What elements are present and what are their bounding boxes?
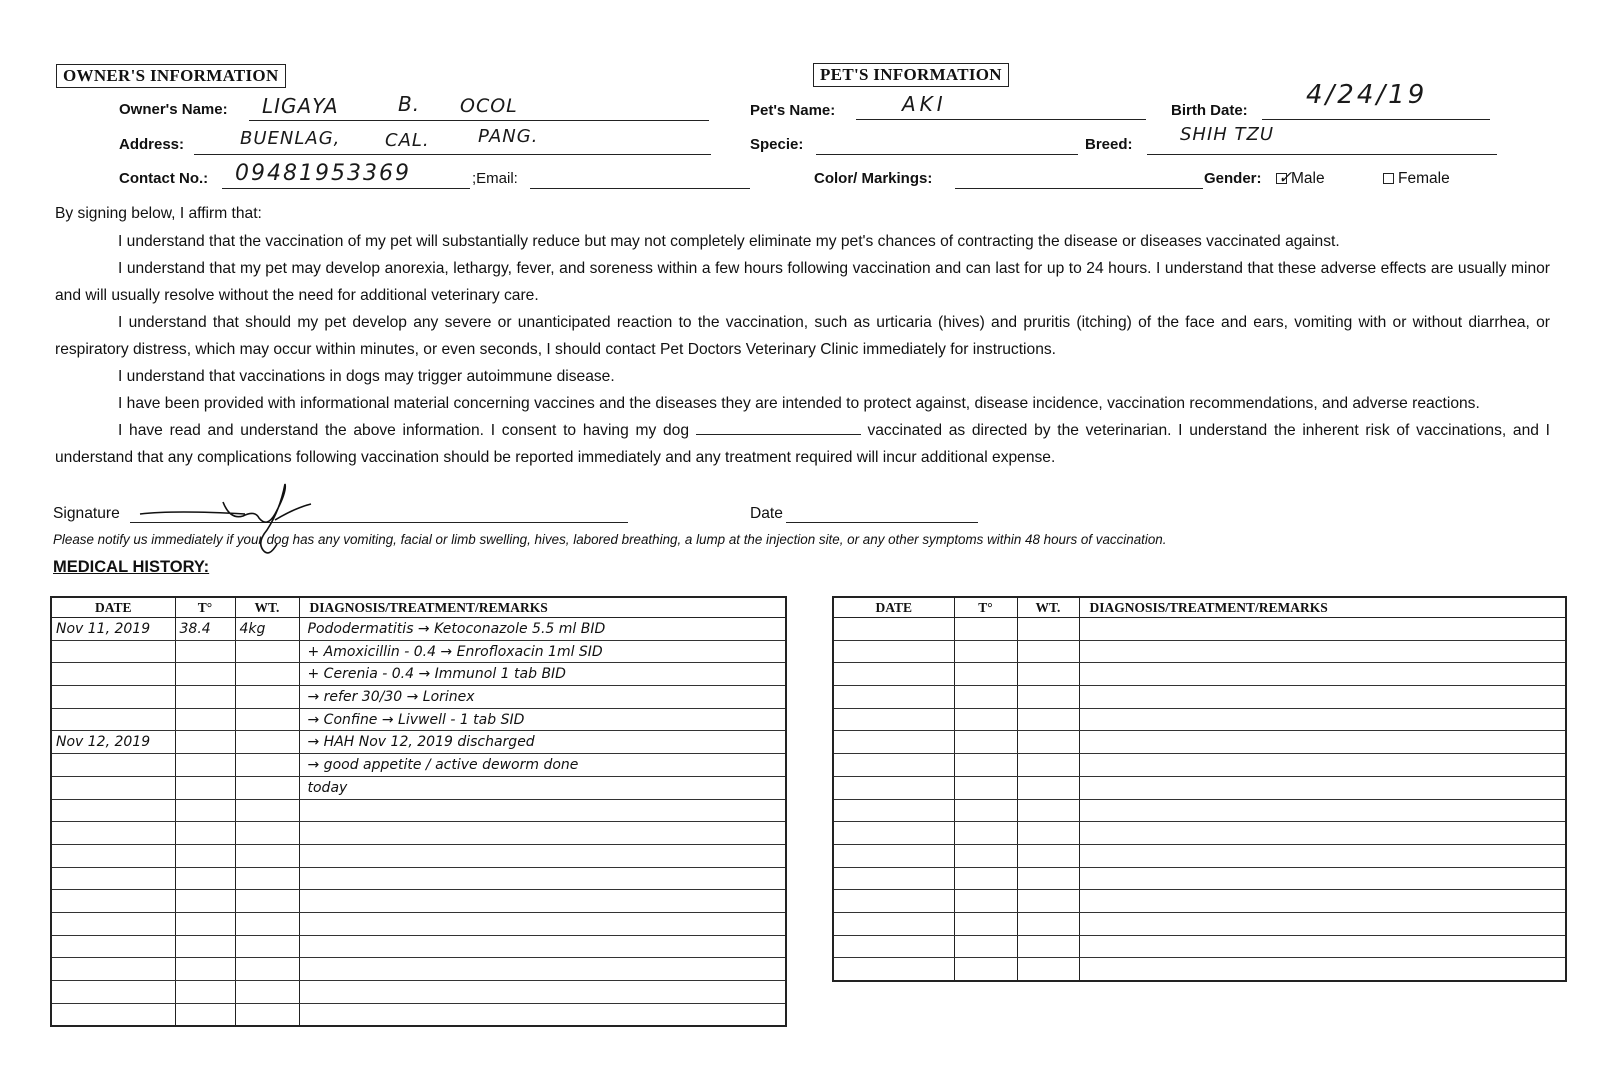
address-part1[interactable]: BUENLAG, bbox=[240, 128, 341, 149]
temp-cell[interactable] bbox=[175, 686, 235, 709]
weight-cell[interactable] bbox=[1017, 640, 1079, 663]
date-cell[interactable] bbox=[51, 686, 175, 709]
consent-paragraph-6a: I have read and understand the above information. I consent to having my dog bbox=[118, 422, 689, 439]
weight-cell[interactable] bbox=[235, 958, 299, 981]
diagnosis-cell[interactable] bbox=[1079, 776, 1566, 799]
table-row bbox=[833, 640, 1566, 663]
table-row bbox=[51, 754, 786, 777]
email-line[interactable] bbox=[530, 188, 750, 189]
contact-label: Contact No.: bbox=[119, 170, 209, 187]
temp-cell[interactable] bbox=[954, 731, 1017, 754]
weight-cell[interactable] bbox=[235, 844, 299, 867]
birth-date-line bbox=[1262, 119, 1490, 120]
date-cell[interactable]: Nov 11, 2019 bbox=[51, 618, 175, 641]
address-part2[interactable]: CAL. bbox=[385, 130, 430, 151]
table-row bbox=[51, 890, 786, 913]
date-cell[interactable] bbox=[51, 958, 175, 981]
diagnosis-cell[interactable] bbox=[299, 958, 786, 981]
table-row bbox=[51, 708, 786, 731]
weight-cell[interactable] bbox=[235, 912, 299, 935]
table-row bbox=[51, 663, 786, 686]
weight-cell[interactable] bbox=[235, 935, 299, 958]
pet-name-label: Pet's Name: bbox=[750, 102, 836, 119]
owner-first-name[interactable]: LIGAYA bbox=[262, 94, 339, 118]
temp-cell[interactable] bbox=[954, 640, 1017, 663]
date-cell[interactable] bbox=[51, 981, 175, 1004]
breed-label: Breed: bbox=[1085, 136, 1133, 153]
diagnosis-cell[interactable]: today bbox=[299, 776, 786, 799]
date-cell[interactable] bbox=[51, 708, 175, 731]
medical-history-title: MEDICAL HISTORY: bbox=[53, 558, 210, 576]
temp-cell[interactable] bbox=[954, 844, 1017, 867]
consent-intro: By signing below, I affirm that: bbox=[55, 205, 262, 222]
diagnosis-cell[interactable]: → Confine → Livwell - 1 tab SID bbox=[299, 708, 786, 731]
temp-cell[interactable] bbox=[954, 776, 1017, 799]
date-cell[interactable] bbox=[833, 708, 954, 731]
diagnosis-cell[interactable]: → HAH Nov 12, 2019 discharged bbox=[299, 731, 786, 754]
date-cell[interactable] bbox=[51, 935, 175, 958]
date-cell[interactable] bbox=[833, 844, 954, 867]
date-cell[interactable] bbox=[833, 776, 954, 799]
table-row bbox=[51, 1003, 786, 1026]
date-cell[interactable] bbox=[833, 731, 954, 754]
weight-cell[interactable] bbox=[1017, 708, 1079, 731]
temp-cell[interactable] bbox=[954, 754, 1017, 777]
diagnosis-cell[interactable]: → good appetite / active deworm done bbox=[299, 754, 786, 777]
diagnosis-cell[interactable] bbox=[1079, 731, 1566, 754]
weight-cell[interactable] bbox=[235, 981, 299, 1004]
date-cell[interactable] bbox=[833, 822, 954, 845]
temp-cell[interactable] bbox=[175, 844, 235, 867]
date-cell[interactable] bbox=[51, 912, 175, 935]
birth-date-value[interactable]: 4/24/19 bbox=[1306, 80, 1428, 110]
temp-cell[interactable] bbox=[175, 776, 235, 799]
diagnosis-cell[interactable] bbox=[299, 981, 786, 1004]
consent-paragraph-6 bbox=[55, 417, 1550, 471]
weight-cell[interactable] bbox=[1017, 958, 1079, 981]
table-row bbox=[51, 981, 786, 1004]
weight-cell[interactable] bbox=[1017, 754, 1079, 777]
date-cell[interactable] bbox=[833, 686, 954, 709]
diagnosis-cell[interactable] bbox=[1079, 686, 1566, 709]
gender-male-check-mark: ✓ bbox=[1278, 168, 1293, 187]
weight-cell[interactable] bbox=[1017, 618, 1079, 641]
date-cell[interactable] bbox=[833, 867, 954, 890]
diagnosis-cell[interactable] bbox=[1079, 867, 1566, 890]
contact-line bbox=[222, 188, 470, 189]
column-header-temp: T° bbox=[954, 597, 1017, 618]
column-header-diagnosis: DIAGNOSIS/TREATMENT/REMARKS bbox=[1079, 597, 1566, 618]
diagnosis-cell[interactable]: → refer 30/30 → Lorinex bbox=[299, 686, 786, 709]
owner-section-title: OWNER'S INFORMATION bbox=[56, 64, 286, 88]
table-header-row bbox=[833, 597, 1566, 618]
weight-cell[interactable] bbox=[1017, 799, 1079, 822]
date-cell[interactable]: Nov 12, 2019 bbox=[51, 731, 175, 754]
date-cell[interactable] bbox=[833, 799, 954, 822]
date-cell[interactable] bbox=[833, 663, 954, 686]
medical-history-table-left bbox=[50, 596, 787, 1027]
owner-name-line bbox=[249, 120, 709, 121]
temp-cell[interactable] bbox=[954, 799, 1017, 822]
temp-cell[interactable] bbox=[175, 935, 235, 958]
table-row bbox=[833, 708, 1566, 731]
weight-cell[interactable] bbox=[235, 776, 299, 799]
breed-line bbox=[1147, 154, 1497, 155]
weight-cell[interactable] bbox=[235, 686, 299, 709]
weight-cell[interactable] bbox=[1017, 686, 1079, 709]
temp-cell[interactable] bbox=[175, 1003, 235, 1026]
column-header-weight: WT. bbox=[235, 597, 299, 618]
diagnosis-cell[interactable] bbox=[1079, 640, 1566, 663]
date-line[interactable] bbox=[786, 522, 978, 523]
diagnosis-cell[interactable] bbox=[1079, 958, 1566, 981]
weight-cell[interactable] bbox=[235, 663, 299, 686]
dog-name-blank[interactable] bbox=[696, 420, 861, 435]
temp-cell[interactable] bbox=[954, 867, 1017, 890]
diagnosis-cell[interactable]: + Cerenia - 0.4 → Immunol 1 tab BID bbox=[299, 663, 786, 686]
date-cell[interactable] bbox=[833, 618, 954, 641]
consent-paragraph-1: I understand that the vaccination of my pet will substantially reduce but may not completely eliminate my pet's chances of contracting the disease or diseases vaccinated against. bbox=[118, 233, 1340, 250]
table-header-row bbox=[51, 597, 786, 618]
temp-cell[interactable] bbox=[954, 618, 1017, 641]
owner-last-name[interactable]: OCOL bbox=[460, 95, 518, 117]
handwritten-signature bbox=[135, 480, 315, 560]
contact-value[interactable]: 09481953369 bbox=[235, 161, 411, 186]
weight-cell[interactable] bbox=[235, 867, 299, 890]
owner-middle-initial[interactable]: B. bbox=[398, 92, 421, 116]
table-row bbox=[833, 822, 1566, 845]
table-row bbox=[51, 640, 786, 663]
table-row bbox=[51, 776, 786, 799]
temp-cell[interactable] bbox=[954, 686, 1017, 709]
temp-cell[interactable] bbox=[175, 867, 235, 890]
weight-cell[interactable] bbox=[1017, 731, 1079, 754]
date-cell[interactable] bbox=[833, 958, 954, 981]
consent-paragraph-3: I understand that should my pet develop any severe or unanticipated reaction to the vaccination, such as urticaria (hives) and pruritis (itching) of the face and ears, vomiting with or without diarrhea, or respiratory distress, which may occur within minutes, or even seconds, I should contact Pet Doctors Veterinary Clinic immediately for instructions. bbox=[55, 314, 1550, 358]
temp-cell[interactable] bbox=[954, 890, 1017, 913]
column-header-temp: T° bbox=[175, 597, 235, 618]
date-cell[interactable] bbox=[51, 799, 175, 822]
gender-female-checkbox[interactable] bbox=[1383, 173, 1394, 184]
color-markings-label: Color/ Markings: bbox=[814, 170, 933, 187]
diagnosis-cell[interactable] bbox=[299, 799, 786, 822]
table-row bbox=[51, 912, 786, 935]
medical-history-table-right bbox=[832, 596, 1567, 982]
diagnosis-cell[interactable] bbox=[299, 844, 786, 867]
table-row bbox=[833, 686, 1566, 709]
owner-name-label: Owner's Name: bbox=[119, 101, 228, 118]
diagnosis-cell[interactable] bbox=[299, 822, 786, 845]
date-cell[interactable] bbox=[51, 640, 175, 663]
table-row bbox=[833, 663, 1566, 686]
column-header-diagnosis: DIAGNOSIS/TREATMENT/REMARKS bbox=[299, 597, 786, 618]
table-row bbox=[51, 935, 786, 958]
temp-cell[interactable] bbox=[954, 912, 1017, 935]
table-row bbox=[833, 890, 1566, 913]
date-cell[interactable] bbox=[51, 663, 175, 686]
date-cell[interactable] bbox=[51, 890, 175, 913]
diagnosis-cell[interactable] bbox=[1079, 890, 1566, 913]
table-row bbox=[833, 799, 1566, 822]
table-row bbox=[51, 799, 786, 822]
weight-cell[interactable] bbox=[1017, 912, 1079, 935]
consent-paragraph-4: I understand that vaccinations in dogs may trigger autoimmune disease. bbox=[118, 368, 615, 385]
address-line bbox=[194, 154, 711, 155]
diagnosis-cell[interactable] bbox=[299, 890, 786, 913]
weight-cell[interactable] bbox=[235, 708, 299, 731]
temp-cell[interactable] bbox=[175, 912, 235, 935]
diagnosis-cell[interactable] bbox=[299, 867, 786, 890]
temp-cell[interactable] bbox=[954, 663, 1017, 686]
email-label: ;Email: bbox=[472, 170, 518, 187]
weight-cell[interactable] bbox=[1017, 867, 1079, 890]
column-header-date: DATE bbox=[833, 597, 954, 618]
table-row bbox=[833, 731, 1566, 754]
table-row bbox=[833, 754, 1566, 777]
weight-cell[interactable]: 4kg bbox=[235, 618, 299, 641]
weight-cell[interactable] bbox=[1017, 890, 1079, 913]
date-cell[interactable] bbox=[51, 754, 175, 777]
temp-cell[interactable] bbox=[954, 935, 1017, 958]
pet-name-value[interactable]: AKI bbox=[902, 92, 947, 116]
date-cell[interactable] bbox=[51, 776, 175, 799]
diagnosis-cell[interactable] bbox=[299, 935, 786, 958]
diagnosis-cell[interactable]: + Amoxicillin - 0.4 → Enrofloxacin 1ml SID bbox=[299, 640, 786, 663]
temp-cell[interactable] bbox=[175, 663, 235, 686]
table-row bbox=[51, 958, 786, 981]
table-row bbox=[833, 844, 1566, 867]
diagnosis-cell[interactable] bbox=[1079, 754, 1566, 777]
diagnosis-cell[interactable] bbox=[1079, 799, 1566, 822]
weight-cell[interactable] bbox=[1017, 776, 1079, 799]
temp-cell[interactable] bbox=[175, 731, 235, 754]
temp-cell[interactable] bbox=[954, 958, 1017, 981]
table-row bbox=[833, 912, 1566, 935]
diagnosis-cell[interactable] bbox=[299, 912, 786, 935]
weight-cell[interactable] bbox=[1017, 663, 1079, 686]
diagnosis-cell[interactable] bbox=[299, 1003, 786, 1026]
gender-label: Gender: bbox=[1204, 170, 1262, 187]
diagnosis-cell[interactable] bbox=[1079, 844, 1566, 867]
date-cell[interactable] bbox=[51, 867, 175, 890]
temp-cell[interactable] bbox=[175, 958, 235, 981]
diagnosis-cell[interactable]: Pododermatitis → Ketoconazole 5.5 ml BID bbox=[299, 618, 786, 641]
temp-cell[interactable] bbox=[954, 822, 1017, 845]
table-row bbox=[51, 686, 786, 709]
weight-cell[interactable] bbox=[235, 822, 299, 845]
table-row bbox=[833, 935, 1566, 958]
table-row bbox=[833, 867, 1566, 890]
date-cell[interactable] bbox=[833, 754, 954, 777]
temp-cell[interactable] bbox=[175, 890, 235, 913]
temp-cell[interactable]: 38.4 bbox=[175, 618, 235, 641]
weight-cell[interactable] bbox=[1017, 935, 1079, 958]
temp-cell[interactable] bbox=[954, 708, 1017, 731]
temp-cell[interactable] bbox=[175, 754, 235, 777]
table-row bbox=[51, 822, 786, 845]
table-row bbox=[833, 618, 1566, 641]
gender-female-label: Female bbox=[1398, 170, 1450, 187]
specie-label: Specie: bbox=[750, 136, 804, 153]
date-cell[interactable] bbox=[833, 890, 954, 913]
weight-cell[interactable] bbox=[1017, 822, 1079, 845]
table-row bbox=[51, 867, 786, 890]
signature-label: Signature bbox=[53, 505, 120, 522]
weight-cell[interactable] bbox=[235, 890, 299, 913]
consent-paragraph-6b: vaccinated as directed by the veterinarian. I understand the inherent risk of vaccinations, and I understand that any complications following vaccination should be reported immediately and any treatment required will incur additional expense. bbox=[55, 422, 1550, 466]
temp-cell[interactable] bbox=[175, 822, 235, 845]
consent-paragraph-5: I have been provided with informational material concerning vaccines and the diseases they are intended to protect against, disease incidence, vaccination recommendations, and adverse reactions. bbox=[118, 395, 1480, 412]
date-cell[interactable] bbox=[51, 1003, 175, 1026]
weight-cell[interactable] bbox=[235, 754, 299, 777]
consent-paragraph-2: I understand that my pet may develop anorexia, lethargy, fever, and soreness within a few hours following vaccination and can last for up to 24 hours. I understand that these adverse effects are usually minor and will usually resolve without the need for additional veterinary care. bbox=[55, 260, 1550, 304]
temp-cell[interactable] bbox=[175, 799, 235, 822]
temp-cell[interactable] bbox=[175, 981, 235, 1004]
specie-line[interactable] bbox=[816, 154, 1078, 155]
gender-female-option[interactable] bbox=[1383, 170, 1450, 188]
date-cell[interactable] bbox=[833, 640, 954, 663]
address-part3[interactable]: PANG. bbox=[478, 126, 539, 147]
date-cell[interactable] bbox=[833, 935, 954, 958]
column-header-weight: WT. bbox=[1017, 597, 1079, 618]
weight-cell[interactable] bbox=[1017, 844, 1079, 867]
diagnosis-cell[interactable] bbox=[1079, 822, 1566, 845]
address-label: Address: bbox=[119, 136, 185, 153]
diagnosis-cell[interactable] bbox=[1079, 935, 1566, 958]
diagnosis-cell[interactable] bbox=[1079, 663, 1566, 686]
date-label: Date bbox=[750, 505, 783, 522]
pet-section-title: PET'S INFORMATION bbox=[813, 63, 1009, 87]
diagnosis-cell[interactable] bbox=[1079, 912, 1566, 935]
date-cell[interactable] bbox=[833, 912, 954, 935]
column-header-date: DATE bbox=[51, 597, 175, 618]
date-cell[interactable] bbox=[51, 844, 175, 867]
table-row bbox=[51, 731, 786, 754]
temp-cell[interactable] bbox=[175, 708, 235, 731]
weight-cell[interactable] bbox=[235, 1003, 299, 1026]
color-markings-line[interactable] bbox=[955, 188, 1203, 189]
weight-cell[interactable] bbox=[235, 731, 299, 754]
diagnosis-cell[interactable] bbox=[1079, 708, 1566, 731]
table-row bbox=[833, 776, 1566, 799]
weight-cell[interactable] bbox=[235, 640, 299, 663]
table-row bbox=[51, 844, 786, 867]
date-cell[interactable] bbox=[51, 822, 175, 845]
breed-value[interactable]: SHIH TZU bbox=[1180, 124, 1275, 145]
pet-name-line bbox=[856, 119, 1146, 120]
birth-date-label: Birth Date: bbox=[1171, 102, 1248, 119]
table-row bbox=[833, 958, 1566, 981]
gender-male-label: Male bbox=[1291, 170, 1325, 187]
notice-text: Please notify us immediately if your dog has any vomiting, facial or limb swelling, hives, labored breathing, a lump at the injection site, or any other symptoms within 48 hours of vaccination. bbox=[53, 532, 1167, 547]
temp-cell[interactable] bbox=[175, 640, 235, 663]
weight-cell[interactable] bbox=[235, 799, 299, 822]
consent-body bbox=[55, 228, 1550, 471]
diagnosis-cell[interactable] bbox=[1079, 618, 1566, 641]
table-row bbox=[51, 618, 786, 641]
